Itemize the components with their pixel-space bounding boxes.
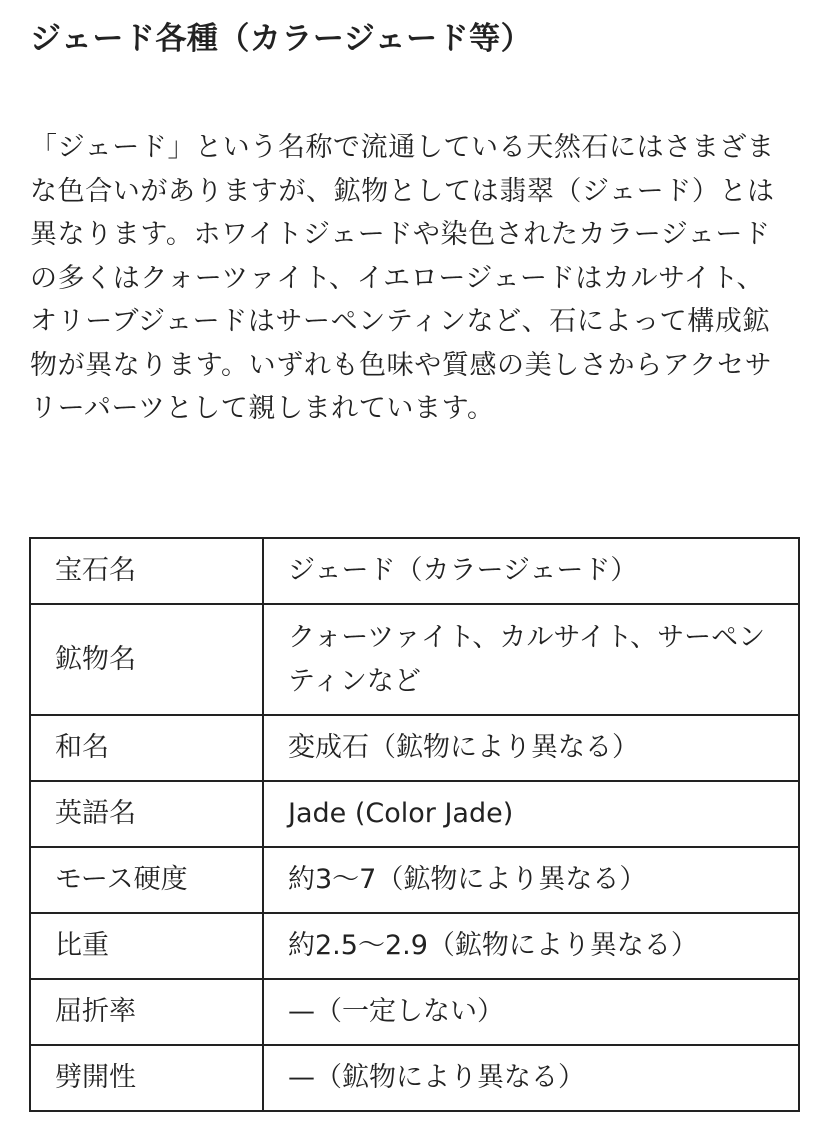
page-title: ジェード各種（カラージェード等） (30, 21, 533, 57)
row-value: ジェード（カラージェード） (263, 538, 799, 604)
table-row-cleavage (30, 1045, 799, 1111)
row-label: 鉱物名 (30, 604, 263, 715)
row-value: —（一定しない） (263, 979, 799, 1045)
row-label: 英語名 (30, 781, 263, 847)
row-label: 劈開性 (30, 1045, 263, 1111)
table-row-english-name (30, 781, 799, 847)
table-row-specific-gravity (30, 913, 799, 979)
row-value: —（鉱物により異なる） (263, 1045, 799, 1111)
gem-spec-table (29, 537, 800, 1112)
row-value: 変成石（鉱物により異なる） (263, 715, 799, 781)
row-value: クォーツァイト、カルサイト、サーペンティンなど (263, 604, 799, 715)
row-label: 和名 (30, 715, 263, 781)
row-label: 宝石名 (30, 538, 263, 604)
row-label: モース硬度 (30, 847, 263, 913)
table-row-mohs-hardness (30, 847, 799, 913)
intro-paragraph: 「ジェード」という名称で流通している天然石にはさまざまな色合いがありますが、鉱物としては翡翠（ジェード）とは異なります。ホワイトジェードや染色されたカラージェードの多くはクォーツァイト、イエロージェードはカルサイト、オリーブジェードはサーペンティンなど、石によって構成鉱物が異なります。いずれも色味や質感の美しさからアクセサリーパーツとして親しまれています。 (30, 132, 775, 424)
table-row-mineral-name (30, 604, 799, 715)
table-row-refractive-index (30, 979, 799, 1045)
row-value: Jade (Color Jade) (263, 781, 799, 847)
row-value: 約2.5〜2.9（鉱物により異なる） (263, 913, 799, 979)
row-value: 約3〜7（鉱物により異なる） (263, 847, 799, 913)
row-label: 比重 (30, 913, 263, 979)
table-row-gem-name (30, 538, 799, 604)
table-row-japanese-name (30, 715, 799, 781)
row-label: 屈折率 (30, 979, 263, 1045)
